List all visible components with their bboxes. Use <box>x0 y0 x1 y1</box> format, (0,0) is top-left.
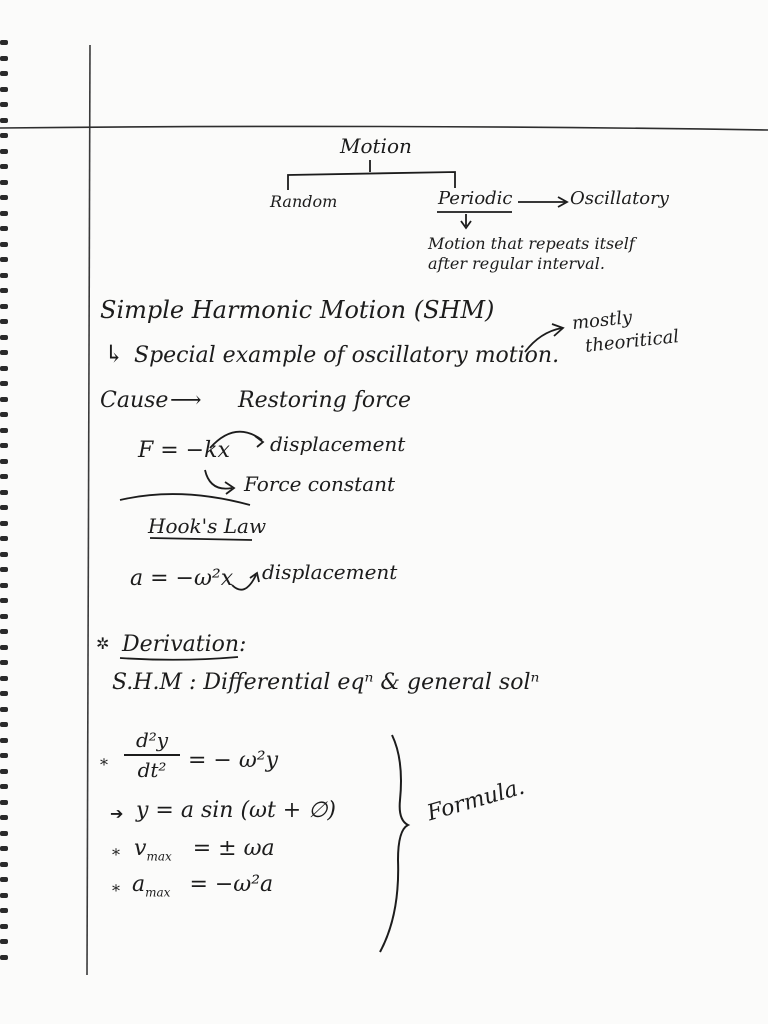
note-theoritical: theoritical <box>584 326 681 357</box>
star-icon: ✲ <box>96 634 110 653</box>
cause-label: Cause <box>100 388 169 413</box>
note-mostly: mostly <box>571 306 634 335</box>
accel-equation: a = −ω²x <box>130 566 234 591</box>
derivation-subtitle: S.H.M : Differential eqⁿ & general solⁿ <box>112 670 540 695</box>
bullet-icon: ⁎ <box>112 840 120 859</box>
eq3-rhs: = ± ωa <box>192 836 275 861</box>
hooke-equation: F = −kx <box>138 438 230 463</box>
tree-root: Motion <box>340 134 412 158</box>
tree-oscillatory: Oscillatory <box>570 188 669 209</box>
formula-label: Formula. <box>424 774 528 827</box>
hooke-law-name: Hook's Law <box>148 514 267 538</box>
top-rule <box>0 126 768 130</box>
eq3-lhs: v <box>134 836 147 861</box>
second-derivative-fraction <box>124 728 180 782</box>
special-example: Special example of oscillatory motion. <box>134 343 560 368</box>
fraction-denominator: dt² <box>137 758 167 782</box>
tree-random: Random <box>270 192 338 211</box>
eq4-rhs: = −ω²a <box>189 872 274 897</box>
accel-note: displacement <box>262 560 398 584</box>
eq4-lhs: a <box>132 872 146 897</box>
margin-line <box>87 45 90 975</box>
eq3-vmax <box>134 838 275 862</box>
bullet-icon: ⁎ <box>112 876 120 895</box>
periodic-definition-2: after regular interval. <box>428 254 605 273</box>
fraction-numerator: d²y <box>135 728 169 752</box>
formula-brace <box>380 735 408 952</box>
special-arrow: ↳ <box>104 340 125 368</box>
bullet-icon: ⁎ <box>100 750 108 769</box>
tree-periodic: Periodic <box>438 188 513 209</box>
hooke-k-note: Force constant <box>244 472 396 496</box>
periodic-definition-1: Motion that repeats itself <box>428 234 635 253</box>
eq4-sub: max <box>145 885 171 900</box>
eq1-rhs: = − ω²y <box>188 748 279 773</box>
eq2-displacement: y = a sin (ωt + ∅) <box>136 798 336 823</box>
shm-title: Simple Harmonic Motion (SHM) <box>100 296 495 324</box>
hooke-x-note: displacement <box>270 432 406 456</box>
cause-value: Restoring force <box>238 388 412 413</box>
eq3-sub: max <box>146 849 172 864</box>
cause-arrow: ⟶ <box>170 388 202 413</box>
derivation-heading: Derivation: <box>122 632 247 657</box>
bullet-icon: ➔ <box>110 804 124 823</box>
eq4-amax <box>132 874 273 898</box>
